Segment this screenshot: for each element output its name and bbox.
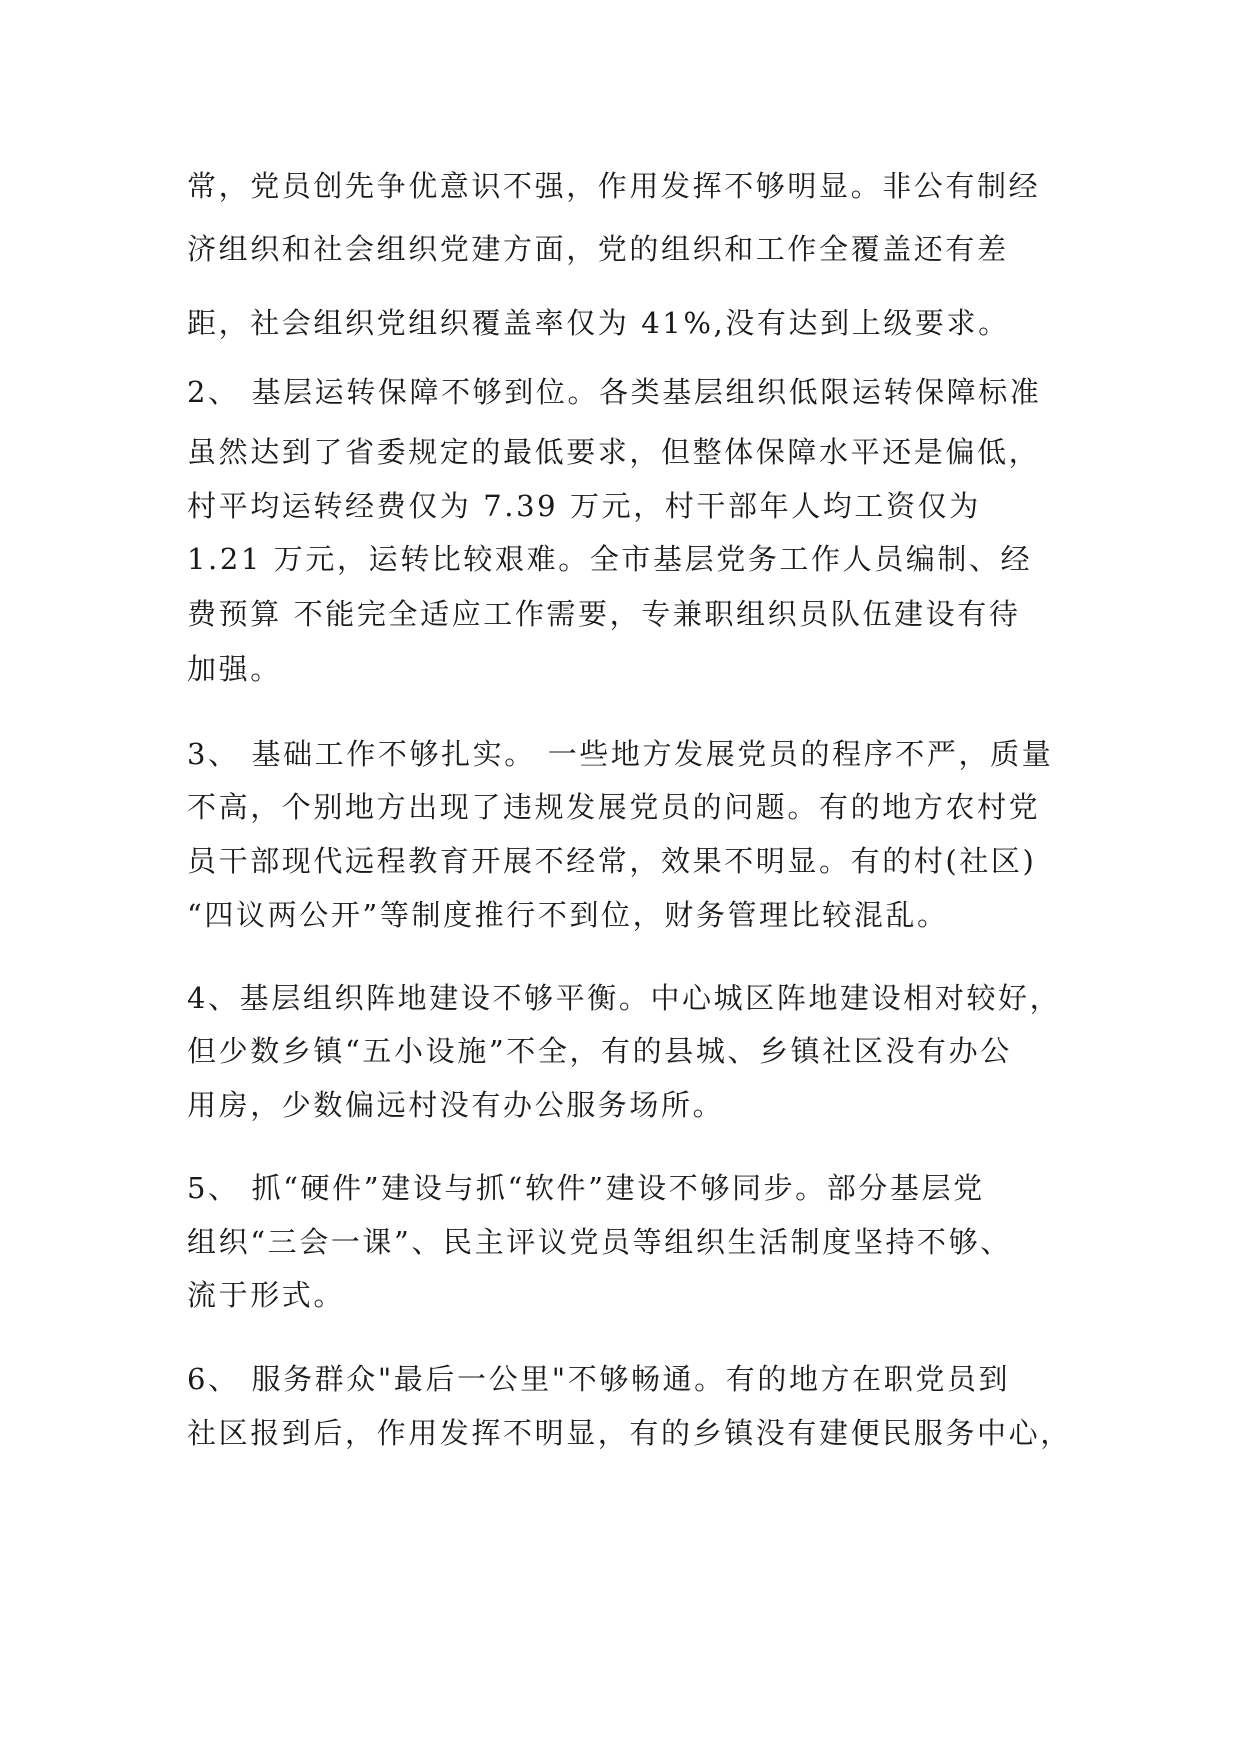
text-line: 村平均运转经费仅为 7.39 万元，村干部年人均工资仅为 [187,489,981,523]
text-line: 6、 服务群众"最后一公里"不够畅通。有的地方在职党员到 [187,1362,1011,1396]
text-line: 虽然达到了省委规定的最低要求，但整体保障水平还是偏低， [187,435,1041,469]
text-line: 但少数乡镇“五小设施”不全，有的县城、乡镇社区没有办公 [187,1034,1012,1068]
text-line: 加强。 [187,652,282,686]
text-line: 4、基层组织阵地建设不够平衡。中心城区阵地建设相对较好， [187,981,1062,1015]
text-line: 距，社会组织党组织覆盖率仅为 41%,没有达到上级要求。 [187,306,1010,340]
text-line: 常，党员创先争优意识不强，作用发挥不够明显。非公有制经 [187,169,1041,203]
text-line: 不高，个别地方出现了违规发展党员的问题。有的地方农村党 [187,790,1041,824]
text-line: “四议两公开”等制度推行不到位，财务管理比较混乱。 [187,898,949,932]
text-line: 组织“三会一课”、民主评议党员等组织生活制度坚持不够、 [187,1225,1012,1259]
text-line: 员干部现代远程教育开展不经常，效果不明显。有的村(社区) [187,844,1037,878]
text-line: 5、 抓“硬件”建设与抓“软件”建设不够同步。部分基层党 [187,1171,985,1205]
text-line: 用房，少数偏远村没有办公服务场所。 [187,1088,725,1122]
text-line: 3、 基础工作不够扎实。 一些地方发展党员的程序不严，质量 [187,737,1054,771]
text-line: 社区报到后，作用发挥不明显，有的乡镇没有建便民服务中心， [187,1416,1072,1450]
text-line: 2、 基层运转保障不够到位。各类基层组织低限运转保障标准 [187,375,1042,409]
text-line: 费预算 不能完全适应工作需要，专兼职组织员队伍建设有待 [187,597,1021,631]
text-line: 1.21 万元，运转比较艰难。全市基层党务工作人员编制、经 [187,542,1033,576]
text-line: 流于形式。 [187,1278,346,1312]
text-line: 济组织和社会组织党建方面，党的组织和工作全覆盖还有差 [187,232,1009,266]
